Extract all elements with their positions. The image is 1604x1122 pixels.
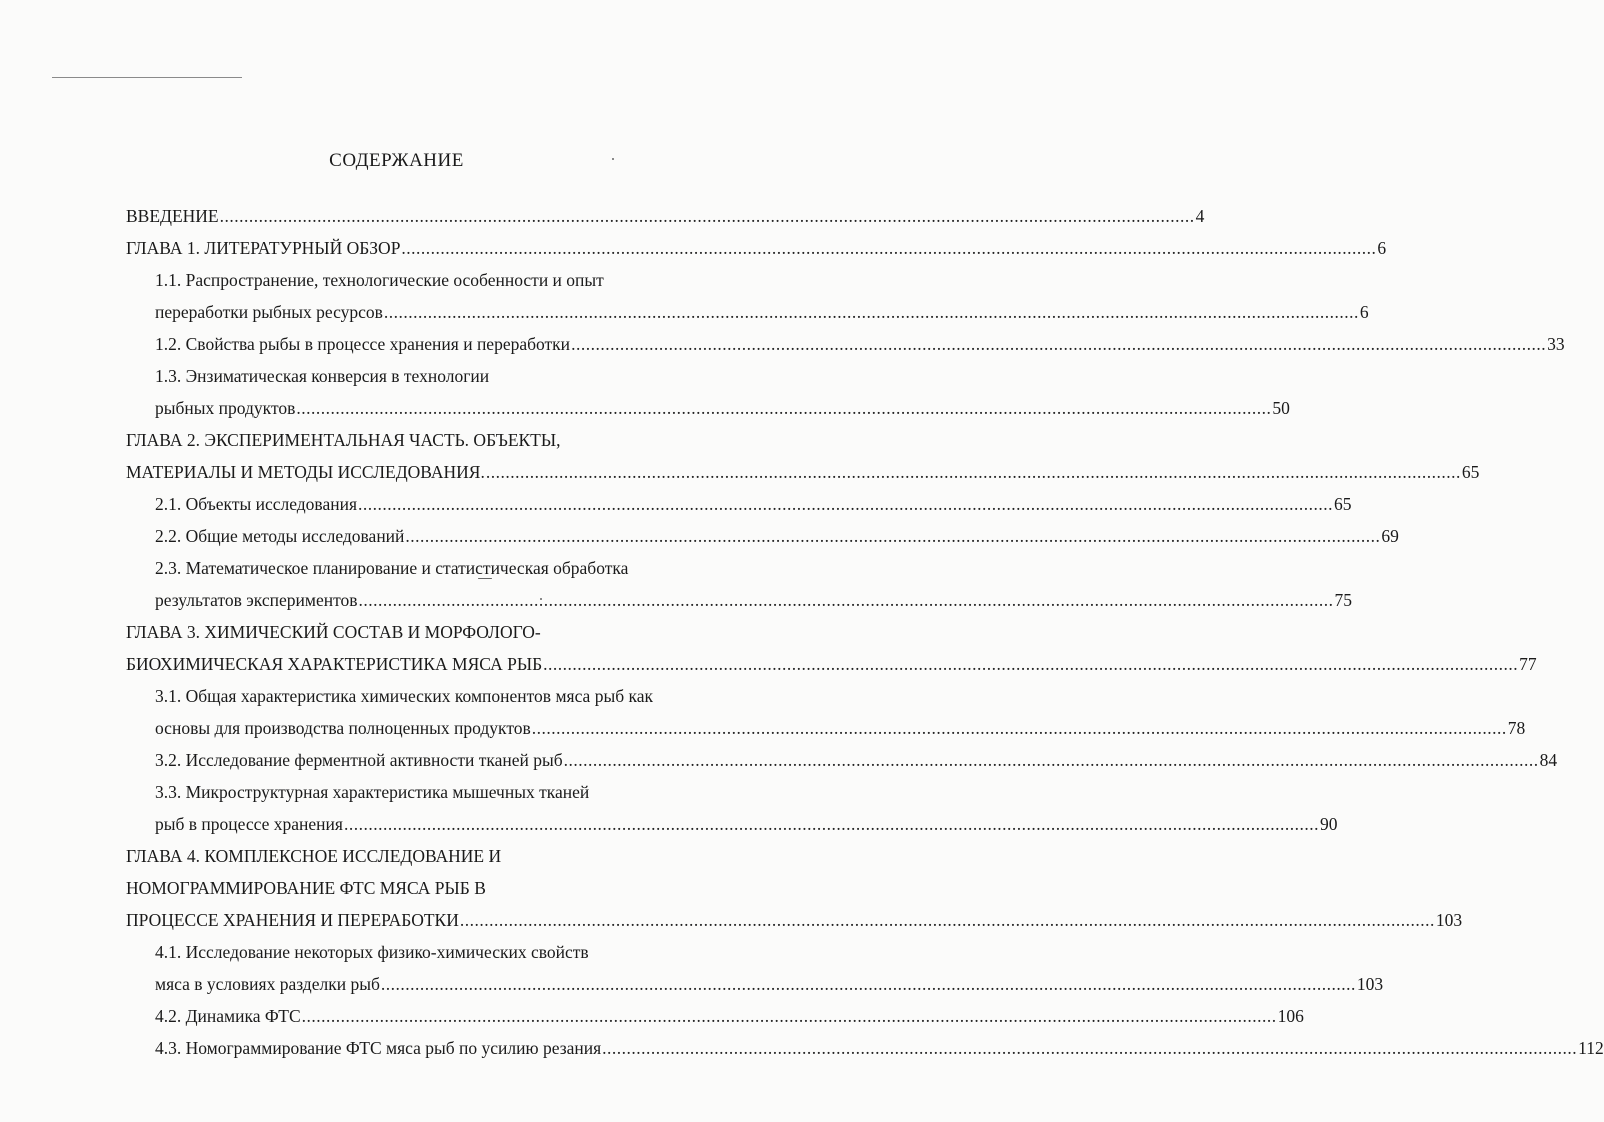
toc-entry-text: ГЛАВА 3. ХИМИЧЕСКИЙ СОСТАВ И МОРФОЛОГО- xyxy=(126,622,541,642)
toc-entry-3-1 xyxy=(155,712,1526,744)
scan-artifact-line xyxy=(52,77,242,78)
toc-entry-text: рыб в процессе хранения xyxy=(155,814,343,834)
toc-page-number: 90 xyxy=(1319,814,1338,834)
toc-page-number: 6 xyxy=(1359,302,1369,322)
toc-entry-chapter-3 xyxy=(126,648,1537,680)
toc-entry-text: НОМОГРАММИРОВАНИЕ ФТС МЯСА РЫБ В xyxy=(126,878,486,898)
toc-entry-text: 3.1. Общая характеристика химических компонентов мяса рыб как xyxy=(155,686,653,706)
toc-entry-3-3 xyxy=(155,808,1338,840)
toc-page-number: 103 xyxy=(1356,974,1384,994)
toc-entry-text: 2.1. Объекты исследования xyxy=(155,494,358,514)
toc-entry-3-1-line1 xyxy=(155,680,653,712)
dot-leader: ........................................................................................................................................................................................................ xyxy=(459,910,1435,930)
toc-entry-text: мяса в условиях разделки рыб xyxy=(155,974,380,994)
toc-entry-text: ГЛАВА 1. ЛИТЕРАТУРНЫЙ ОБЗОР xyxy=(126,238,401,258)
toc-entry-text: БИОХИМИЧЕСКАЯ ХАРАКТЕРИСТИКА МЯСА РЫБ xyxy=(126,654,543,674)
dot-leader: ........................................................................................................................................................................................................ xyxy=(358,494,1334,514)
toc-entry-introduction xyxy=(126,200,1205,232)
toc-entry-text: 4.1. Исследование некоторых физико-химических свойств xyxy=(155,942,589,962)
toc-entry-text: переработки рыбных ресурсов xyxy=(155,302,383,322)
dot-leader: ........................................................................................................................................................................................................ xyxy=(296,398,1272,418)
toc-page-number: 50 xyxy=(1272,398,1290,418)
toc-page-number: 65 xyxy=(1461,462,1480,482)
toc-entry-4-2 xyxy=(155,1000,1304,1032)
toc-entry-chapter-3-line1 xyxy=(126,616,541,648)
toc-entry-text: основы для производства полноценных продуктов xyxy=(155,718,531,738)
toc-entry-1-3 xyxy=(155,392,1290,424)
toc-page-number: 69 xyxy=(1381,526,1399,546)
toc-entry-2-2 xyxy=(155,520,1399,552)
dot-leader: ........................................................................................................................................................................................................ xyxy=(343,814,1319,834)
toc-entry-chapter-1 xyxy=(126,232,1387,264)
dot-leader: ........................................................................................................................................................................................................ xyxy=(571,334,1547,354)
toc-page-number: 112 xyxy=(1578,1038,1604,1058)
toc-entry-chapter-2 xyxy=(126,456,1480,488)
toc-entry-2-3-line1 xyxy=(155,552,628,584)
toc-entry-1-1-line1 xyxy=(155,264,604,296)
toc-entry-chapter-4 xyxy=(126,904,1463,936)
toc-page-number: 65 xyxy=(1334,494,1352,514)
dot-leader: ........................................................................................................................................................................................................ xyxy=(301,1006,1277,1026)
toc-entry-1-3-line1 xyxy=(155,360,489,392)
dot-leader: ........................................................................................................................................................................................................ xyxy=(563,750,1539,770)
dot-leader: ........................................................................................................................................................................................................ xyxy=(380,974,1356,994)
toc-entry-4-3 xyxy=(155,1032,1604,1064)
toc-entry-text: 2.2. Общие методы исследований xyxy=(155,526,405,546)
toc-page-number: 4 xyxy=(1195,206,1205,226)
toc-page-number: 84 xyxy=(1539,750,1558,770)
dot-leader: ........................................................................................................................................................................................................ xyxy=(219,206,1195,226)
dot-leader: ........................................................................................................................................................................................................ xyxy=(358,590,1334,610)
toc-page-number: 78 xyxy=(1507,718,1526,738)
toc-entry-4-1-line1 xyxy=(155,936,589,968)
toc-page-number: 77 xyxy=(1519,654,1537,674)
toc-entry-text: ВВЕДЕНИЕ xyxy=(126,206,219,226)
toc-entry-4-1 xyxy=(155,968,1384,1000)
toc-entry-1-1 xyxy=(155,296,1369,328)
toc-entry-text: 1.1. Распространение, технологические особенности и опыт xyxy=(155,270,604,290)
dot-leader: ........................................................................................................................................................................................................ xyxy=(383,302,1359,322)
toc-page-number: 106 xyxy=(1277,1006,1304,1026)
toc-entry-text: 3.2. Исследование ферментной активности тканей рыб xyxy=(155,750,563,770)
toc-entry-3-3-line1 xyxy=(155,776,589,808)
dot-leader: ........................................................................................................................................................................................................ xyxy=(401,238,1377,258)
toc-entry-2-3 xyxy=(155,584,1353,616)
toc-entry-text: результатов экспериментов xyxy=(155,590,358,610)
dot-leader: ........................................................................................................................................................................................................ xyxy=(405,526,1381,546)
dot-leader: ........................................................................................................................................................................................................ xyxy=(543,654,1519,674)
toc-entry-3-2 xyxy=(155,744,1558,776)
toc-entry-chapter-4-line1 xyxy=(126,840,501,872)
toc-entry-2-1 xyxy=(155,488,1352,520)
dot-leader: ........................................................................................................................................................................................................ xyxy=(602,1038,1578,1058)
toc-entry-text: 1.3. Энзиматическая конверсия в технологии xyxy=(155,366,490,386)
toc-entry-chapter-2-line1 xyxy=(126,424,561,456)
dot-leader: ........................................................................................................................................................................................................ xyxy=(485,462,1461,482)
toc-page-number: 75 xyxy=(1334,590,1353,610)
toc-page-number: 103 xyxy=(1435,910,1463,930)
toc-entry-text: 3.3. Микроструктурная характеристика мышечных тканей xyxy=(155,782,590,802)
toc-entry-text: МАТЕРИАЛЫ И МЕТОДЫ ИССЛЕДОВАНИЯ. xyxy=(126,462,485,482)
toc-entry-chapter-4-line2 xyxy=(126,872,486,904)
toc-entry-text: 1.2. Свойства рыбы в процессе хранения и переработки xyxy=(155,334,571,354)
toc-entry-text: рыбных продуктов xyxy=(155,398,296,418)
toc-page-number: 6 xyxy=(1377,238,1387,258)
toc-entry-text: 4.3. Номограммирование ФТС мяса рыб по усилию резания xyxy=(155,1038,602,1058)
toc-entry-text: ГЛАВА 2. ЭКСПЕРИМЕНТАЛЬНАЯ ЧАСТЬ. ОБЪЕКТЫ, xyxy=(126,430,561,450)
toc-entry-text: ПРОЦЕССЕ ХРАНЕНИЯ И ПЕРЕРАБОТКИ xyxy=(126,910,459,930)
toc-entry-text: 4.2. Динамика ФТС xyxy=(155,1006,301,1026)
dot-leader: ........................................................................................................................................................................................................ xyxy=(531,718,1507,738)
toc-page-number: 33 xyxy=(1547,334,1565,354)
toc-entry-1-2 xyxy=(155,328,1565,360)
toc-entry-text: 2.3. Математическое планирование и статистическая обработка xyxy=(155,558,629,578)
page-title: СОДЕРЖАНИЕ xyxy=(329,150,464,171)
toc-entry-text: ГЛАВА 4. КОМПЛЕКСНОЕ ИССЛЕДОВАНИЕ И xyxy=(126,846,502,866)
